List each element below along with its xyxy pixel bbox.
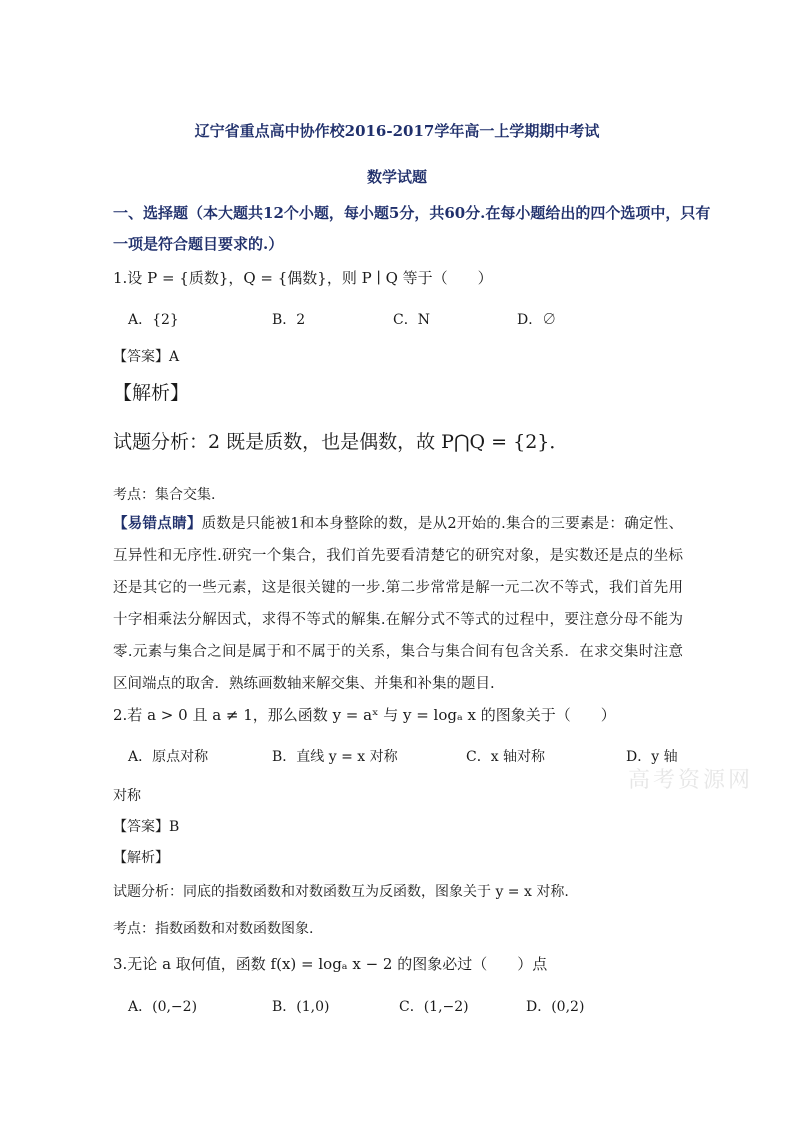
question-2-option-a: A．原点对称 (128, 749, 209, 765)
question-2-analysis-label: 【解析】 (113, 850, 169, 866)
question-2-kaodian: 考点：指数函数和对数函数图象. (113, 921, 314, 937)
section-heading-line2: 一项是符合题目要求的.） (113, 235, 284, 253)
question-1-option-d: D．∅ (517, 312, 557, 328)
error-note-text: 质数是只能被1和本身整除的数，是从2开始的.集合的三要素是：确定性、互异性和无序性.研究一个集合，我们首先要看清楚它的研究对象，是实数还是点的坐标还是其它的一些元素，这是很关键的一步.第二步常常是解一元二次不等式，我们首先用十字相乘法分解因式，求得不等式的解集.在解分式不等式的过程中，要注意分母不能为零.元素与集合之间是属于和不属于的关系，集合与集合间有包含关系．在求交集时注意区间端点的取舍．熟练画数轴来解交集、并集和补集的题目. (113, 516, 683, 692)
question-3-option-c: C．(1,−2) (399, 999, 469, 1015)
question-2-stem: 2.若 a > 0 且 a ≠ 1，那么函数 y = aˣ 与 y = logₐ x 的图象关于（ ） (113, 706, 616, 724)
error-note-label: 【易错点睛】 (113, 515, 202, 532)
question-1-analysis: 试题分析：2 既是质数，也是偶数，故 P⋂Q = {2}． (113, 431, 569, 453)
question-2-analysis: 试题分析：同底的指数函数和对数函数互为反函数，图象关于 y = x 对称. (113, 884, 569, 900)
question-1-option-b: B．2 (272, 312, 306, 328)
watermark: 高考资源网 (628, 768, 754, 793)
question-2-answer: 【答案】B (113, 819, 180, 835)
question-1-option-c: C．N (393, 312, 430, 328)
question-2-option-b: B．直线 y = x 对称 (272, 749, 398, 765)
question-3-stem: 3.无论 a 取何值，函数 f(x) = logₐ x − 2 的图象必过（ ）点 (113, 955, 548, 973)
question-3-option-a: A．(0,−2) (128, 999, 198, 1015)
question-3-option-b: B．(1,0) (272, 999, 330, 1015)
question-1-option-a: A．{2} (128, 312, 179, 328)
question-1-answer: 【答案】A (113, 349, 180, 365)
document-subtitle: 数学试题 (366, 168, 427, 186)
question-3-option-d: D．(0,2) (526, 999, 585, 1015)
question-2-option-c: C．x 轴对称 (466, 749, 546, 765)
question-2-option-d: D．y 轴 (626, 749, 678, 765)
question-1-kaodian: 考点：集合交集. (113, 487, 216, 503)
question-1-stem: 1.设 P = {质数}，Q = {偶数}，则 P ∣ Q 等于（ ） (113, 269, 493, 287)
question-1-analysis-label: 【解析】 (113, 382, 190, 404)
document-title: 辽宁省重点高中协作校2016-2017学年高一上学期期中考试 (194, 122, 600, 140)
question-1-error-note (113, 508, 683, 700)
section-heading-line1: 一、选择题（本大题共12个小题，每小题5分，共60分.在每小题给出的四个选项中，只有 (113, 204, 711, 222)
question-2-option-d-cont: 对称 (113, 788, 141, 804)
